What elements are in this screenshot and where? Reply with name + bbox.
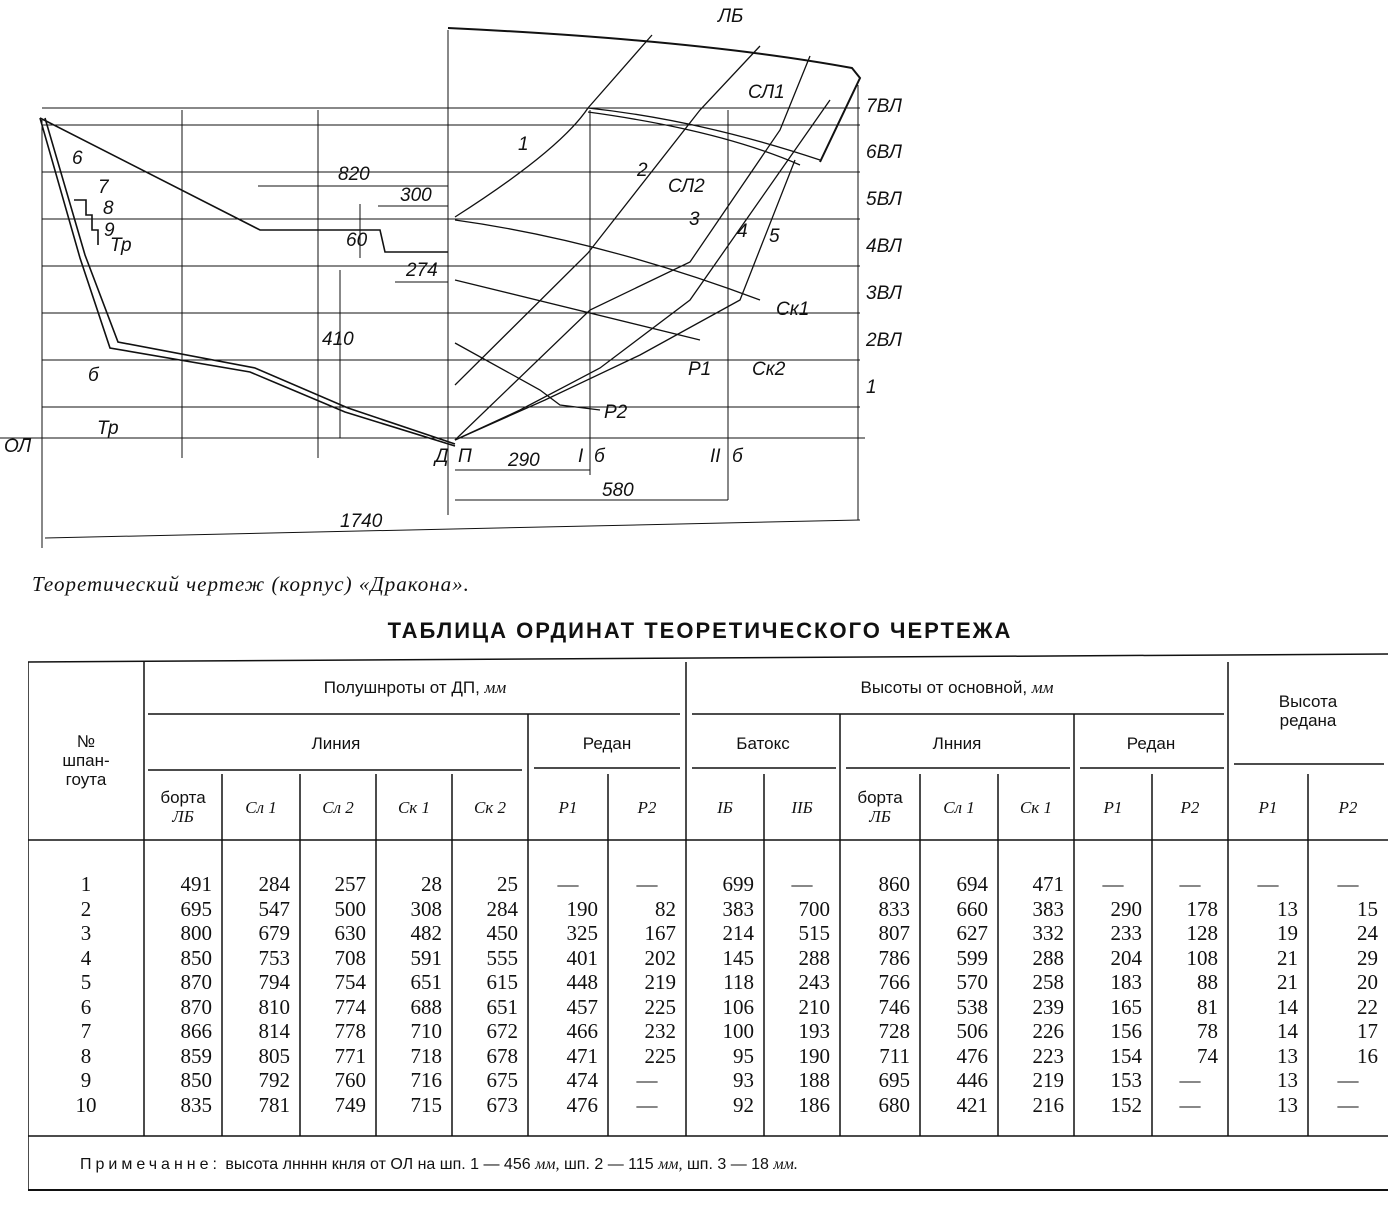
table-cell: 156 [1110,1019,1142,1043]
buttock-label: I [578,446,584,467]
table-cell: 17 [1357,1019,1378,1043]
table-cell: — [1337,872,1359,896]
table-cell: 457 [566,994,598,1019]
waterline-label: 2ВЛ [866,330,902,351]
col-header: Р2 [637,798,657,817]
data-column [154,872,212,1117]
table-cell: 165 [1110,994,1142,1019]
data-column [696,872,754,1117]
table-cell: 695 [878,1068,910,1092]
table-cell: 225 [644,1043,676,1068]
buttock-label: б [594,446,605,467]
data-column [386,872,442,1117]
profile-label: б [88,365,99,386]
profile-outline [40,118,455,446]
table-cell: 88 [1197,970,1218,994]
table-cell: 219 [1032,1068,1064,1092]
table-cell: 716 [410,1068,442,1092]
table-cell: — [557,872,579,896]
table-cell: 695 [180,896,212,921]
table-cell: 188 [798,1068,830,1092]
frame-label: 1 [518,134,529,155]
table-cell: 800 [180,921,212,945]
data-column [1162,872,1218,1117]
table-cell: 515 [798,921,830,945]
table-cell: 749 [334,1092,366,1117]
group-step-height: Высота редана [1278,692,1338,730]
frame-number: 4 [80,945,92,970]
waterline-label: 6ВЛ [866,142,902,163]
table-cell: 482 [410,921,442,945]
table-cell: — [636,872,658,896]
frame-number: 7 [80,1019,92,1043]
table-cell: 474 [566,1068,598,1092]
table-cell: 446 [956,1068,988,1092]
table-cell: 708 [334,945,366,970]
col-header: Сл 1 [245,798,277,817]
table-cell: 153 [1110,1068,1142,1092]
sub-step-2: Редан [1126,734,1176,753]
table-cell: 627 [956,921,988,945]
figure-caption: Теоретический чертеж (корпус) «Дракона». [32,572,470,596]
table-cell: 226 [1032,1019,1064,1043]
col-header: Сл 1 [943,798,975,817]
table-cell: 711 [879,1043,910,1068]
sub-line-2: Лнния [932,734,982,753]
buttock-label: II [710,446,721,467]
frame-number: 3 [80,921,92,945]
table-cell: 792 [258,1068,290,1092]
table-cell: 308 [410,896,442,921]
chine-label: Ск1 [776,299,810,320]
table-cell: 13 [1277,1043,1298,1068]
baseline-label: ОЛ [4,436,32,457]
deck-sheer-line [448,28,860,162]
waterline-label: 3ВЛ [866,283,902,304]
table-cell: 186 [798,1092,830,1117]
table-cell: 615 [486,970,518,994]
table-cell: 673 [486,1092,518,1117]
table-cell: 25 [497,872,518,896]
table-cell: — [1337,1068,1359,1092]
sub-step: Редан [582,734,632,753]
table-cell: 332 [1032,921,1064,945]
table-cell: 92 [733,1092,754,1117]
waterline-label: 5ВЛ [866,189,902,210]
data-column [618,872,676,1117]
table-cell: 718 [410,1043,442,1068]
table-cell: 95 [733,1043,754,1068]
table-cell: 190 [798,1043,830,1068]
table-cell: 193 [798,1019,830,1043]
table-cell: 93 [733,1068,754,1092]
table-cell: 859 [180,1043,212,1068]
table-cell: — [1179,1092,1201,1117]
col-header: Р2 [1180,798,1200,817]
table-cell: 448 [566,970,598,994]
frame-number-column [28,872,144,1117]
frame-label: 3 [689,209,700,230]
table-cell: — [1179,872,1201,896]
profile-label: 7 [98,177,109,198]
frame-number: 9 [80,1068,92,1092]
table-cell: 118 [723,970,754,994]
table-cell: 675 [486,1068,518,1092]
col-header: Ск 2 [473,798,507,817]
table-cell: 860 [878,872,910,896]
table-cell: 78 [1197,1019,1218,1043]
table-cell: 760 [334,1068,366,1092]
table-cell: 190 [566,896,598,921]
table-cell: 781 [258,1092,290,1117]
table-cell: 835 [180,1092,212,1117]
table-cell: — [636,1068,658,1092]
table-cell: 74 [1197,1043,1218,1068]
col-header: IБ [717,798,733,817]
table-cell: 476 [566,1092,598,1117]
sub-line: Линия [311,734,361,753]
table-cell: 570 [956,970,988,994]
table-cell: 178 [1186,896,1218,921]
table-cell: 214 [722,921,754,945]
data-column [930,872,988,1117]
table-cell: 383 [722,896,754,921]
col-header: Р1 [1258,798,1278,817]
table-cell: 183 [1110,970,1142,994]
frame-label: 5 [769,226,780,247]
data-column [774,872,830,1117]
table-cell: 660 [956,896,988,921]
table-cell: 284 [486,896,518,921]
table-cell: 258 [1032,970,1064,994]
table-cell: 599 [956,945,988,970]
table-cell: 13 [1277,1092,1298,1117]
frame-number: 1 [80,872,92,896]
chine-label: Р1 [688,359,712,380]
table-cell: 28 [421,872,442,896]
table-cell: 14 [1277,1019,1298,1043]
table-cell: 651 [486,994,518,1019]
frame-number: 6 [80,994,92,1019]
col-header: Р1 [558,798,578,817]
frame-label: 2 [637,160,648,181]
table-cell: 715 [410,1092,442,1117]
waterline-label: 4ВЛ [866,236,902,257]
table-cell: 679 [258,921,290,945]
table-cell: 710 [410,1019,442,1043]
frame-number: 8 [80,1043,92,1068]
profile-label: 6 [72,148,83,169]
table-cell: 284 [258,872,290,896]
frame-number: 2 [80,896,92,921]
waterline-label: 7ВЛ [866,96,902,117]
hull-lines-drawing [0,0,1400,560]
table-cell: 810 [258,994,290,1019]
col-header: Р2 [1338,798,1358,817]
frame-number-header: № шпан- гоута [62,732,110,789]
table-cell: — [1257,872,1279,896]
dimension-580: 580 [602,480,634,501]
data-column [538,872,598,1117]
table-cell: 870 [180,994,212,1019]
table-cell: — [791,872,813,896]
table-cell: 476 [956,1043,988,1068]
dimension-410: 410 [322,329,354,350]
chine-label: Р2 [604,402,628,423]
table-cell: 547 [258,896,290,921]
table-cell: 766 [878,970,910,994]
table-cell: 450 [486,921,518,945]
dimension-300: 300 [400,185,432,206]
table-cell: 15 [1357,896,1378,921]
table-cell: 630 [334,921,366,945]
table-cell: 421 [956,1092,988,1117]
table-cell: 106 [722,994,754,1019]
table-cell: 152 [1110,1092,1142,1117]
table-cell: 753 [258,945,290,970]
table-cell: 288 [798,945,830,970]
col-header: IIБ [791,798,813,817]
data-column [1238,872,1298,1117]
table-cell: 651 [410,970,442,994]
table-cell: — [1102,872,1124,896]
offsets-table [28,652,1388,1192]
table-cell: 167 [644,921,676,945]
dimension-820: 820 [338,164,370,185]
table-cell: 128 [1186,921,1218,945]
table-cell: 814 [258,1019,290,1043]
table-cell: — [1179,1068,1201,1092]
table-cell: 243 [798,970,830,994]
frame-number: 10 [75,1092,97,1117]
table-cell: 805 [258,1043,290,1068]
table-cell: 774 [334,994,366,1019]
table-cell: 21 [1277,970,1298,994]
table-cell: 82 [655,896,676,921]
table-cell: 401 [566,945,598,970]
table-cell: 688 [410,994,442,1019]
table-cell: 466 [566,1019,598,1043]
table-cell: 21 [1277,945,1298,970]
table-cell: 225 [644,994,676,1019]
table-cell: 786 [878,945,910,970]
group-heights: Высоты от основной, мм [860,678,1054,697]
profile-label: 9 [104,220,115,241]
table-cell: 204 [1110,945,1142,970]
table-cell: — [1337,1092,1359,1117]
table-cell: 555 [486,945,518,970]
table-cell: 22 [1357,994,1378,1019]
frame-label: 4 [737,221,748,242]
table-cell: 500 [334,896,366,921]
group-half-breadths: Полушнроты от ДП, мм [323,678,507,697]
data-column [1318,872,1378,1117]
waterline-label: 1 [866,377,877,398]
table-cell: 29 [1357,945,1378,970]
table-cell: 219 [644,970,676,994]
data-column [462,872,518,1117]
table-cell: 108 [1186,945,1218,970]
chine-label: СЛ2 [668,176,705,197]
dimension-60: 60 [346,230,368,251]
data-column [232,872,290,1117]
table-cell: 807 [878,921,910,945]
chine-label: Ск2 [752,359,786,380]
col-header: Сл 2 [322,798,354,817]
dimension-274: 274 [406,260,438,281]
col-header: Р1 [1103,798,1123,817]
col-header: борта ЛБ [857,788,903,826]
dimension-290: 290 [508,450,540,471]
table-cell: 13 [1277,1068,1298,1092]
buttock-label: б [732,446,743,467]
table-cell: 754 [334,970,366,994]
data-column [1008,872,1064,1117]
table-cell: 491 [180,872,212,896]
table-cell: 794 [258,970,290,994]
table-cell: 154 [1110,1043,1142,1068]
dimension-1740: 1740 [340,511,383,532]
table-cell: 833 [878,896,910,921]
table-cell: 694 [956,872,988,896]
table-cell: 700 [798,896,830,921]
sub-buttock: Батокс [736,734,790,753]
table-cell: — [636,1092,658,1117]
table-cell: 290 [1110,896,1142,921]
table-cell: 20 [1357,970,1378,994]
table-cell: 239 [1032,994,1064,1019]
table-cell: 672 [486,1019,518,1043]
profile-label: Тр [110,235,132,256]
table-cell: 850 [180,1068,212,1092]
table-cell: 100 [722,1019,754,1043]
profile-label: Тр [97,418,119,439]
table-cell: 678 [486,1043,518,1068]
col-header: Ск 1 [1019,798,1053,817]
table-cell: 850 [180,945,212,970]
centre-label: П [458,446,472,467]
table-cell: 257 [334,872,366,896]
table-cell: 216 [1032,1092,1064,1117]
table-cell: 325 [566,921,598,945]
table-cell: 81 [1197,994,1218,1019]
table-title: ТАБЛИЦА ОРДИНАТ ТЕОРЕТИЧЕСКОГО ЧЕРТЕЖА [387,618,1013,643]
table-cell: 288 [1032,945,1064,970]
table-cell: 19 [1277,921,1298,945]
table-cell: 233 [1110,921,1142,945]
table-cell: 202 [644,945,676,970]
frame-number: 5 [80,970,92,994]
table-note: Примечанне: высота лнннн кнля от ОЛ на шп. 1 — 456 мм, шп. 2 — 115 мм, шп. 3 — 18 мм. [80,1156,798,1173]
col-header: Ск 1 [397,798,431,817]
table-cell: 771 [334,1043,366,1068]
table-cell: 14 [1277,994,1298,1019]
chine-label: СЛ1 [748,82,785,103]
table-cell: 866 [180,1019,212,1043]
profile-label: 8 [103,198,114,219]
table-cell: 591 [410,945,442,970]
data-column [850,872,910,1117]
table-cell: 778 [334,1019,366,1043]
data-column [310,872,366,1117]
table-cell: 538 [956,994,988,1019]
table-cell: 746 [878,994,910,1019]
table-cell: 680 [878,1092,910,1117]
table-cell: 232 [644,1019,676,1043]
table-cell: 699 [722,872,754,896]
table-cell: 383 [1032,896,1064,921]
table-cell: 223 [1032,1043,1064,1068]
table-cell: 145 [722,945,754,970]
table-cell: 506 [956,1019,988,1043]
table-cell: 471 [1032,872,1064,896]
centre-label: Д [435,446,449,467]
table-cell: 24 [1357,921,1378,945]
table-cell: 210 [798,994,830,1019]
data-column [1084,872,1142,1117]
table-cell: 870 [180,970,212,994]
table-cell: 16 [1357,1043,1378,1068]
deck-label: ЛБ [718,6,744,27]
col-header: борта ЛБ [160,788,206,826]
table-cell: 728 [878,1019,910,1043]
table-cell: 471 [566,1043,598,1068]
table-cell: 13 [1277,896,1298,921]
